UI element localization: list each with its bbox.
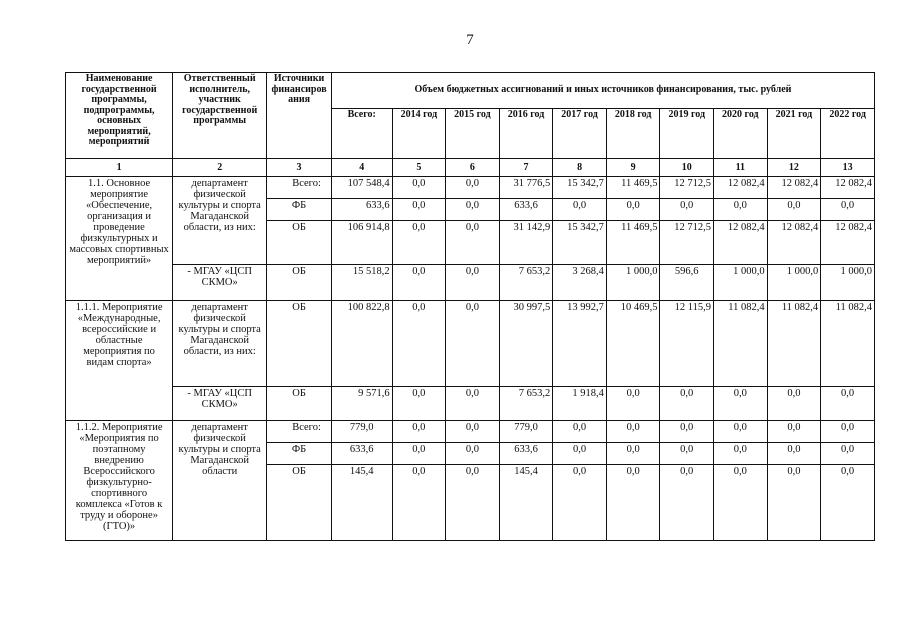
column-index: 7 — [499, 159, 553, 177]
header-year: 2021 год — [767, 109, 821, 159]
value-cell: 100 822,8 — [331, 301, 392, 387]
measure-name: 1.1.1. Мероприятие «Международные, всероссийские и областные мероприятия по видам спорта» — [66, 301, 173, 421]
value-cell: 11 082,4 — [714, 301, 768, 387]
funding-source: ОБ — [267, 387, 332, 421]
measure-name: 1.1.2. Мероприятие «Мероприятия по поэтапному внедрению Всероссийского физкультурно-спортивного комплекса «Готов к труду и обороне» (ГТО)» — [66, 421, 173, 541]
value-cell: 0,0 — [392, 387, 446, 421]
value-cell: 0,0 — [392, 199, 446, 221]
column-index: 8 — [553, 159, 607, 177]
value-cell: 1 000,0 — [714, 265, 768, 301]
value-cell: 11 469,5 — [606, 177, 660, 199]
value-cell: 0,0 — [660, 443, 714, 465]
value-cell: 15 342,7 — [553, 221, 607, 265]
value-cell: 633,6 — [331, 443, 392, 465]
value-cell: 0,0 — [392, 421, 446, 443]
value-cell: 633,6 — [499, 199, 553, 221]
value-cell: 0,0 — [446, 265, 500, 301]
value-cell: 31 776,5 — [499, 177, 553, 199]
measure-name: 1.1. Основное мероприятие «Обеспечение, организация и проведение физкультурных и массовых спортивных мероприятий» — [66, 177, 173, 301]
header-year: 2016 год — [499, 109, 553, 159]
column-index: 12 — [767, 159, 821, 177]
value-cell: 0,0 — [553, 421, 607, 443]
value-cell: 10 469,5 — [606, 301, 660, 387]
value-cell: 0,0 — [767, 443, 821, 465]
header-executor: Ответственный исполнитель, участник государственной программы — [173, 73, 267, 159]
value-cell: 15 342,7 — [553, 177, 607, 199]
value-cell: 0,0 — [606, 421, 660, 443]
column-index-row — [66, 159, 875, 177]
value-cell: 12 712,5 — [660, 221, 714, 265]
value-cell: 779,0 — [331, 421, 392, 443]
value-cell: 107 548,4 — [331, 177, 392, 199]
column-index: 11 — [714, 159, 768, 177]
value-cell: 145,4 — [499, 465, 553, 541]
column-index: 10 — [660, 159, 714, 177]
value-cell: 0,0 — [392, 177, 446, 199]
value-cell: 0,0 — [446, 465, 500, 541]
value-cell: 3 268,4 — [553, 265, 607, 301]
value-cell: 0,0 — [446, 221, 500, 265]
value-cell: 12 082,4 — [767, 177, 821, 199]
header-year: 2018 год — [606, 109, 660, 159]
funding-source: ФБ — [267, 199, 332, 221]
value-cell: 12 712,5 — [660, 177, 714, 199]
page-number: 7 — [466, 32, 474, 48]
funding-source: Всего: — [267, 421, 332, 443]
value-cell: 0,0 — [767, 199, 821, 221]
value-cell: 1 000,0 — [821, 265, 875, 301]
column-index: 5 — [392, 159, 446, 177]
value-cell: 0,0 — [446, 199, 500, 221]
value-cell: 0,0 — [606, 199, 660, 221]
value-cell: 11 082,4 — [821, 301, 875, 387]
value-cell: 9 571,6 — [331, 387, 392, 421]
value-cell: 0,0 — [660, 199, 714, 221]
funding-source: ОБ — [267, 301, 332, 387]
value-cell: 15 518,2 — [331, 265, 392, 301]
table-row — [66, 421, 875, 443]
value-cell: 0,0 — [446, 387, 500, 421]
header-total: Всего: — [331, 109, 392, 159]
value-cell: 12 115,9 — [660, 301, 714, 387]
value-cell: 0,0 — [606, 443, 660, 465]
column-index: 2 — [173, 159, 267, 177]
value-cell: 0,0 — [714, 443, 768, 465]
value-cell: 12 082,4 — [767, 221, 821, 265]
value-cell: 0,0 — [392, 265, 446, 301]
value-cell: 145,4 — [331, 465, 392, 541]
header-year: 2017 год — [553, 109, 607, 159]
header-year: 2014 год — [392, 109, 446, 159]
executor-name: департамент физической культуры и спорта Магаданской области, из них: — [173, 177, 267, 265]
header-year: 2019 год — [660, 109, 714, 159]
value-cell: 0,0 — [553, 465, 607, 541]
value-cell: 0,0 — [446, 177, 500, 199]
value-cell: 0,0 — [767, 465, 821, 541]
value-cell: 106 914,8 — [331, 221, 392, 265]
value-cell: 0,0 — [446, 443, 500, 465]
value-cell: 0,0 — [392, 465, 446, 541]
column-index: 1 — [66, 159, 173, 177]
value-cell: 0,0 — [392, 221, 446, 265]
column-index: 13 — [821, 159, 875, 177]
value-cell: 633,6 — [499, 443, 553, 465]
value-cell: 0,0 — [446, 301, 500, 387]
column-index: 4 — [331, 159, 392, 177]
budget-table — [65, 72, 875, 541]
value-cell: 30 997,5 — [499, 301, 553, 387]
executor-name: - МГАУ «ЦСП СКМО» — [173, 265, 267, 301]
value-cell: 779,0 — [499, 421, 553, 443]
value-cell: 0,0 — [714, 387, 768, 421]
table-row — [66, 177, 875, 199]
executor-name: департамент физической культуры и спорта Магаданской области — [173, 421, 267, 541]
value-cell: 596,6 — [660, 265, 714, 301]
value-cell: 7 653,2 — [499, 387, 553, 421]
executor-name: департамент физической культуры и спорта Магаданской области, из них: — [173, 301, 267, 387]
value-cell: 0,0 — [714, 421, 768, 443]
executor-name: - МГАУ «ЦСП СКМО» — [173, 387, 267, 421]
value-cell: 0,0 — [392, 301, 446, 387]
header-year: 2015 год — [446, 109, 500, 159]
funding-source: ОБ — [267, 221, 332, 265]
value-cell: 0,0 — [446, 421, 500, 443]
value-cell: 0,0 — [660, 421, 714, 443]
table-row — [66, 301, 875, 387]
funding-source: ФБ — [267, 443, 332, 465]
value-cell: 12 082,4 — [714, 177, 768, 199]
value-cell: 7 653,2 — [499, 265, 553, 301]
column-index: 6 — [446, 159, 500, 177]
value-cell: 0,0 — [714, 199, 768, 221]
value-cell: 0,0 — [660, 387, 714, 421]
value-cell: 11 082,4 — [767, 301, 821, 387]
funding-source: ОБ — [267, 465, 332, 541]
value-cell: 0,0 — [553, 443, 607, 465]
value-cell: 1 000,0 — [767, 265, 821, 301]
value-cell: 0,0 — [821, 421, 875, 443]
header-funding-source: Источники финансиров ания — [267, 73, 332, 159]
value-cell: 0,0 — [821, 443, 875, 465]
value-cell: 12 082,4 — [821, 221, 875, 265]
value-cell: 0,0 — [553, 199, 607, 221]
value-cell: 0,0 — [821, 465, 875, 541]
header-year: 2022 год — [821, 109, 875, 159]
value-cell: 13 992,7 — [553, 301, 607, 387]
column-index: 9 — [606, 159, 660, 177]
header-budget-volume: Объем бюджетных ассигнований и иных источников финансирования, тыс. рублей — [331, 73, 874, 109]
value-cell: 0,0 — [660, 465, 714, 541]
value-cell: 0,0 — [767, 387, 821, 421]
value-cell: 12 082,4 — [821, 177, 875, 199]
table-row — [66, 265, 875, 301]
header-year: 2020 год — [714, 109, 768, 159]
value-cell: 12 082,4 — [714, 221, 768, 265]
value-cell: 31 142,9 — [499, 221, 553, 265]
value-cell: 0,0 — [714, 465, 768, 541]
value-cell: 0,0 — [606, 465, 660, 541]
funding-source: ОБ — [267, 265, 332, 301]
value-cell: 0,0 — [821, 387, 875, 421]
value-cell: 1 918,4 — [553, 387, 607, 421]
table-row — [66, 387, 875, 421]
value-cell: 0,0 — [767, 421, 821, 443]
value-cell: 11 469,5 — [606, 221, 660, 265]
value-cell: 0,0 — [606, 387, 660, 421]
value-cell: 633,6 — [331, 199, 392, 221]
funding-source: Всего: — [267, 177, 332, 199]
header-program-name: Наименование государственной программы, подпрограммы, основных мероприятий, мероприятий — [66, 73, 173, 159]
value-cell: 0,0 — [392, 443, 446, 465]
value-cell: 1 000,0 — [606, 265, 660, 301]
column-index: 3 — [267, 159, 332, 177]
value-cell: 0,0 — [821, 199, 875, 221]
